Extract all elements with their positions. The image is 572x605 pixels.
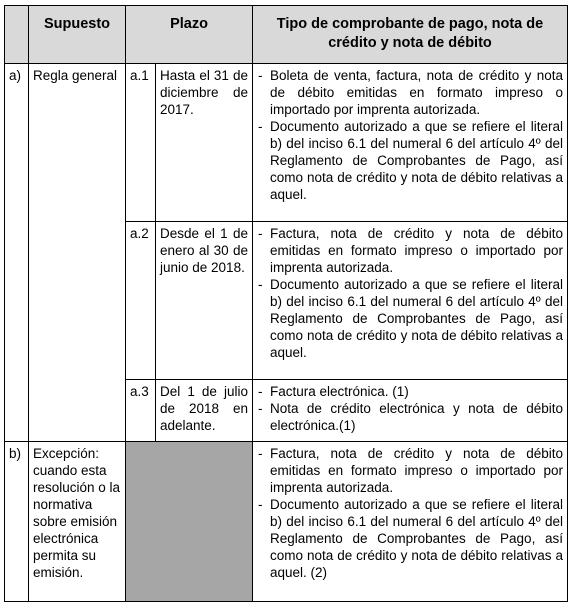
- row-b-plazo-empty: [126, 442, 253, 602]
- row-b: [5, 442, 568, 602]
- list-item: - Factura, nota de crédito y nota de débito emitidas en formato impreso o importado por imprenta autorizada.: [257, 445, 563, 496]
- row-a-supuesto: Regla general: [29, 64, 126, 442]
- header-plazo: Plazo: [126, 6, 253, 64]
- list-item: - Factura, nota de crédito y nota de débito emitidas en formato impreso o importado por imprenta autorizada.: [257, 225, 563, 276]
- row-b-supuesto: Excepción: cuando esta resolución o la normativa sobre emisión electrónica permita su emisión.: [29, 442, 126, 602]
- row-a1: [5, 64, 568, 222]
- a3-tipo: [253, 380, 568, 442]
- comprobantes-table: [4, 5, 568, 602]
- b-tipo: [253, 442, 568, 602]
- a2-plazo: Desde el 1 de enero al 30 de junio de 2018.: [156, 222, 253, 380]
- row-a-letter: a): [5, 64, 29, 442]
- list-item: - Factura electrónica. (1): [257, 383, 563, 400]
- header-tipo: Tipo de comprobante de pago, nota de crédito y nota de débito: [253, 6, 568, 64]
- list-item: - Boleta de venta, factura, nota de crédito y nota de débito emitidas en formato impreso o importado por imprenta autorizada.: [257, 67, 563, 118]
- a1-plazo: Hasta el 31 de diciembre de 2017.: [156, 64, 253, 222]
- header-supuesto: Supuesto: [29, 6, 126, 64]
- list-item: - Documento autorizado a que se refiere el literal b) del inciso 6.1 del numeral 6 del artículo 4º del Reglamento de Comprobantes de Pago, así como nota de crédito y nota de débito relativas a aquel. (2): [257, 496, 563, 581]
- a2-code: a.2: [126, 222, 156, 380]
- header-letter: [5, 6, 29, 64]
- a3-plazo: Del 1 de julio de 2018 en adelante.: [156, 380, 253, 442]
- a1-tipo: [253, 64, 568, 222]
- list-item: - Documento autorizado a que se refiere el literal b) del inciso 6.1 del numeral 6 del artículo 4º del Reglamento de Comprobantes de Pago, así como nota de crédito y nota de débito relativas a aquel.: [257, 276, 563, 361]
- a3-code: a.3: [126, 380, 156, 442]
- list-item: - Documento autorizado a que se refiere el literal b) del inciso 6.1 del numeral 6 del artículo 4º del Reglamento de Comprobantes de Pago, así como nota de crédito y nota de débito relativas a aquel.: [257, 118, 563, 203]
- a1-code: a.1: [126, 64, 156, 222]
- list-item: - Nota de crédito electrónica y nota de débito electrónica.(1): [257, 400, 563, 434]
- row-b-letter: b): [5, 442, 29, 602]
- a2-tipo: [253, 222, 568, 380]
- header-row: [5, 6, 568, 64]
